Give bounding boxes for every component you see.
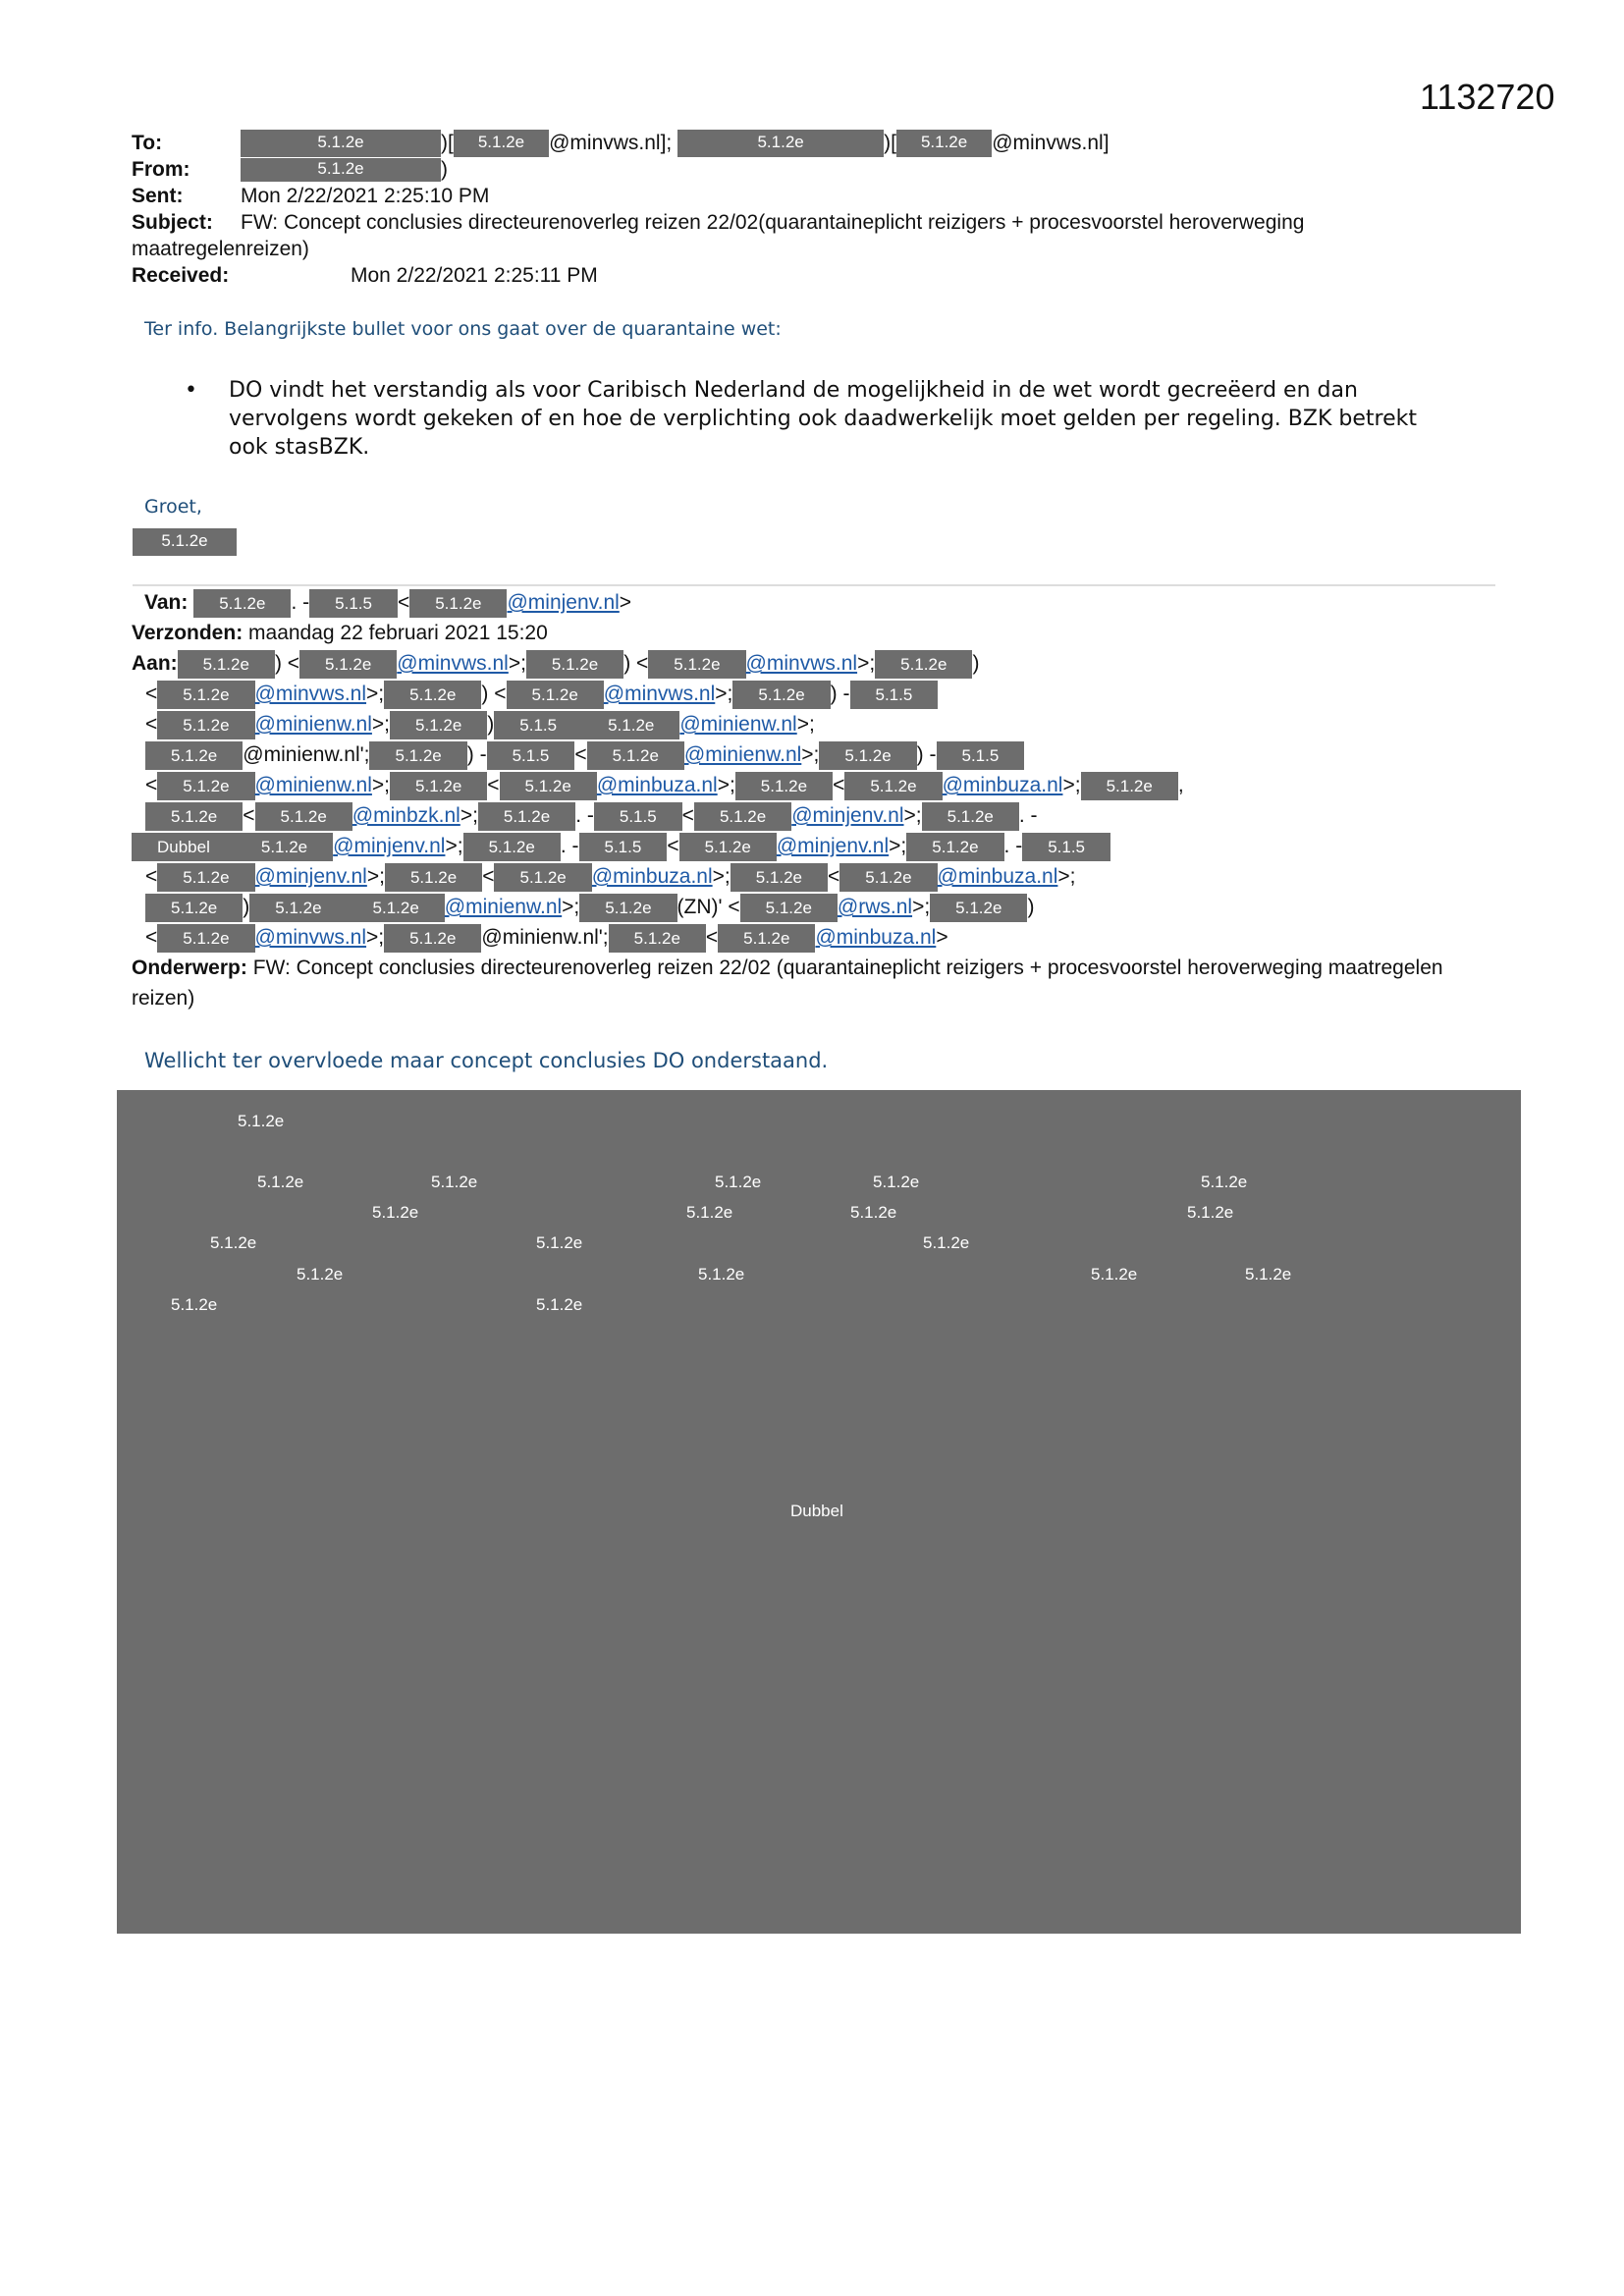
redaction-label: 5.1.2e: [536, 1233, 583, 1252]
redaction: 5.1.2e: [384, 681, 481, 709]
van-row: [132, 587, 1506, 618]
aan-line: [132, 892, 1506, 922]
separator-text: ) -: [466, 743, 487, 766]
received-value: Mon 2/22/2021 2:25:11 PM: [351, 264, 598, 287]
redaction: 5.1.2e: [587, 741, 684, 770]
redaction: 5.1.5: [594, 802, 682, 831]
redaction-label: 5.1.2e: [850, 1203, 897, 1222]
separator-text: <: [833, 774, 845, 796]
verzonden-label: Verzonden:: [132, 622, 244, 644]
separator-text: <: [828, 865, 840, 888]
email-link[interactable]: @minienw.nl: [254, 774, 372, 796]
sent-row: [132, 183, 489, 209]
redaction: 5.1.2e: [819, 741, 916, 770]
separator-text: >;: [717, 774, 735, 796]
subject-row: [132, 209, 1447, 262]
onderwerp-value: FW: Concept conclusies directeurenoverleg reizen 22/02 (quarantaineplicht reizigers + procesvoorstel heroverweging maatregelen reizen): [132, 957, 1443, 1010]
note-text: Wellicht ter overvloede maar concept conclusies DO onderstaand.: [144, 1049, 829, 1072]
separator-text: (ZN)' <: [677, 896, 740, 918]
separator-text: >: [619, 591, 632, 614]
separator-text: >;: [366, 865, 385, 888]
redaction: 5.1.5: [487, 741, 575, 770]
separator-text: ,: [1177, 774, 1184, 796]
aan-line: [132, 831, 1506, 861]
redaction-label: 5.1.2e: [257, 1173, 304, 1191]
email-link[interactable]: @minvws.nl: [397, 652, 509, 675]
intro-text: Ter info. Belangrijkste bullet voor ons gaat over de quarantaine wet:: [144, 318, 782, 340]
separator-text: <: [243, 804, 255, 827]
separator-text: ): [972, 652, 980, 675]
separator-text: . -: [575, 804, 594, 827]
email-link[interactable]: @minienw.nl: [444, 896, 563, 918]
redaction: 5.1.2e: [249, 894, 347, 922]
redaction: 5.1.2e: [348, 894, 445, 922]
redaction: 5.1.2e: [718, 924, 815, 953]
separator-text: ): [487, 713, 495, 736]
redaction: 5.1.2e: [677, 130, 884, 157]
email-link[interactable]: @minjenv.nl: [507, 591, 620, 614]
separator-text: >;: [715, 683, 733, 705]
separator-text: >;: [366, 926, 385, 949]
separator-text: . -: [291, 591, 310, 614]
redaction: 5.1.2e: [875, 650, 972, 679]
redaction: 5.1.2e: [609, 924, 706, 953]
separator-text: <: [574, 743, 587, 766]
signature-redaction: 5.1.2e: [133, 528, 237, 556]
redaction: 5.1.2e: [145, 894, 243, 922]
redaction: 5.1.2e: [507, 681, 604, 709]
separator-text: <: [145, 865, 158, 888]
email-link[interactable]: @rws.nl: [837, 896, 913, 918]
redaction-label: 5.1.2e: [698, 1265, 745, 1284]
bullet-item: [185, 376, 1461, 462]
redaction: 5.1.2e: [157, 863, 254, 892]
email-link[interactable]: @minjenv.nl: [791, 804, 904, 827]
onderwerp-row: [132, 953, 1477, 1013]
verzonden-row: [132, 618, 1506, 648]
aan-line: [132, 922, 1506, 953]
redaction: 5.1.2e: [1081, 772, 1178, 800]
email-link[interactable]: @minvws.nl: [603, 683, 716, 705]
redaction: 5.1.2e: [299, 650, 397, 679]
separator-text: >;: [801, 743, 820, 766]
redaction: 5.1.2e: [255, 802, 352, 831]
aan-line: [132, 861, 1506, 892]
redaction: 5.1.2e: [390, 772, 487, 800]
divider: [133, 584, 1495, 586]
separator-text: ) <: [274, 652, 300, 675]
verzonden-value: maandag 22 februari 2021 15:20: [248, 622, 548, 644]
separator-text: >;: [712, 865, 731, 888]
email-link[interactable]: @minienw.nl: [683, 743, 802, 766]
sent-label: Sent:: [132, 185, 184, 207]
separator-text: @minienw.nl';: [243, 743, 370, 766]
redaction: 5.1.2e: [384, 924, 481, 953]
separator-text: ) -: [830, 683, 850, 705]
to-domain: @minvws.nl]: [992, 132, 1110, 154]
separator-text: >;: [366, 683, 385, 705]
email-link[interactable]: @minbzk.nl: [352, 804, 460, 827]
redaction: 5.1.2e: [922, 802, 1019, 831]
email-link[interactable]: @minbuza.nl: [815, 926, 937, 949]
redaction: 5.1.2e: [241, 130, 441, 157]
separator-text: <: [145, 774, 158, 796]
redaction: 5.1.2e: [735, 772, 833, 800]
separator-text: <: [397, 591, 410, 614]
redacted-block: [117, 1090, 1521, 1934]
document-number: 1132720: [1420, 77, 1555, 117]
separator-text: . -: [560, 835, 579, 857]
separator-text: <: [145, 683, 158, 705]
redaction: 5.1.2e: [145, 741, 243, 770]
redaction-label: 5.1.2e: [238, 1112, 285, 1130]
separator-text: >;: [1062, 774, 1081, 796]
redaction: 5.1.2e: [732, 681, 830, 709]
separator-text: ): [243, 896, 250, 918]
redaction: 5.1.2e: [731, 863, 828, 892]
email-link[interactable]: @minbuza.nl: [942, 774, 1063, 796]
email-link[interactable]: @minienw.nl: [254, 713, 372, 736]
aan-line: [132, 770, 1506, 800]
separator-text: >;: [562, 896, 580, 918]
redaction-label: 5.1.2e: [715, 1173, 762, 1191]
separator-text: <: [705, 926, 719, 949]
redaction: 5.1.2e: [896, 130, 992, 157]
redaction: 5.1.2e: [648, 650, 745, 679]
aan-line: [132, 800, 1506, 831]
redaction: 5.1.5: [850, 681, 939, 709]
email-link[interactable]: @minbuza.nl: [596, 774, 718, 796]
separator-text: ) <: [623, 652, 649, 675]
bullet-text: DO vindt het verstandig als voor Caribisch Nederland de mogelijkheid in de wet wordt gecreëerd en dan vervolgens wordt gekeken of en hoe de verplichting ook daadwerkelijk moet gelden per regeling. BZK betrekt ook stasBZK.: [229, 378, 1417, 460]
redaction: 5.1.2e: [409, 589, 507, 618]
separator-text: >;: [889, 835, 907, 857]
separator-text: ): [1027, 896, 1035, 918]
separator-text: ) -: [916, 743, 937, 766]
redaction-label: 5.1.2e: [372, 1203, 419, 1222]
redaction: 5.1.2e: [494, 863, 591, 892]
email-link[interactable]: @minvws.nl: [745, 652, 858, 675]
separator-text: >;: [371, 774, 391, 796]
email-link[interactable]: @minbuza.nl: [937, 865, 1058, 888]
redaction: 5.1.2e: [500, 772, 597, 800]
aan-recipients: [132, 648, 1506, 953]
sent-value: Mon 2/22/2021 2:25:10 PM: [241, 185, 490, 207]
email-link[interactable]: @minjenv.nl: [333, 835, 446, 857]
redaction: 5.1.2e: [157, 711, 254, 739]
redaction: 5.1.2e: [694, 802, 791, 831]
redaction-label: 5.1.2e: [1187, 1203, 1234, 1222]
redaction: 5.1.2e: [236, 833, 333, 861]
redaction: 5.1.2e: [740, 894, 838, 922]
redaction: 5.1.5: [579, 833, 668, 861]
redaction-label: 5.1.2e: [431, 1173, 478, 1191]
redaction: 5.1.2e: [178, 650, 275, 679]
received-row: [132, 262, 598, 289]
email-link[interactable]: @minvws.nl: [254, 683, 367, 705]
separator-text: <: [487, 774, 500, 796]
separator-text: <: [482, 865, 495, 888]
redaction: 5.1.2e: [679, 833, 777, 861]
redaction: 5.1.2e: [157, 772, 254, 800]
to-domain: @minvws.nl];: [549, 132, 673, 154]
redaction-label: 5.1.2e: [1201, 1173, 1248, 1191]
separator-text: <: [145, 926, 158, 949]
redaction: 5.1.2e: [369, 741, 466, 770]
forwarded-header: [132, 587, 1506, 1013]
separator-text: >: [936, 926, 948, 949]
redaction-label: 5.1.2e: [171, 1295, 218, 1314]
separator-text: >;: [445, 835, 463, 857]
redaction: 5.1.2e: [241, 158, 441, 182]
from-row: From: 5.1.2e ): [132, 158, 448, 181]
separator-text: ) <: [481, 683, 507, 705]
bullet-icon: •: [185, 378, 197, 403]
redaction: Dubbel: [132, 833, 236, 861]
subject-value: FW: Concept conclusies directeurenoverleg reizen 22/02(quarantaineplicht reizigers + procesvoorstel heroverweging maatregelenreizen): [132, 211, 1305, 260]
van-value: [193, 591, 631, 614]
separator-text: >;: [857, 652, 876, 675]
redaction-label: 5.1.2e: [297, 1265, 344, 1284]
aan-label: Aan:: [132, 652, 178, 675]
aan-line: [132, 679, 1506, 709]
van-label: Van:: [144, 591, 189, 614]
redaction-label: 5.1.2e: [686, 1203, 733, 1222]
email-link[interactable]: @minienw.nl: [679, 713, 797, 736]
redaction: 5.1.2e: [579, 894, 677, 922]
greeting: Groet,: [144, 496, 202, 518]
redaction: 5.1.5: [494, 711, 582, 739]
redaction: 5.1.2e: [478, 802, 575, 831]
separator-text: >;: [460, 804, 478, 827]
redaction: 5.1.5: [309, 589, 398, 618]
separator-text: @minienw.nl';: [481, 926, 609, 949]
separator-text: >;: [371, 713, 391, 736]
redaction-label: 5.1.2e: [1245, 1265, 1292, 1284]
redaction: 5.1.2e: [582, 711, 679, 739]
redaction: 5.1.2e: [157, 924, 254, 953]
email-link[interactable]: @minjenv.nl: [776, 835, 890, 857]
separator-text: >;: [903, 804, 922, 827]
separator-text: <: [681, 804, 694, 827]
redaction-label: 5.1.2e: [923, 1233, 970, 1252]
from-label: From:: [132, 158, 190, 181]
redaction: 5.1.5: [937, 741, 1025, 770]
separator-text: <: [145, 713, 158, 736]
redaction: 5.1.2e: [390, 711, 487, 739]
redaction-label: 5.1.2e: [873, 1173, 920, 1191]
redaction: 5.1.2e: [454, 130, 549, 157]
separator-text: >;: [796, 713, 815, 736]
to-label: To:: [132, 132, 163, 154]
redaction-label: 5.1.2e: [536, 1295, 583, 1314]
redaction: 5.1.2e: [930, 894, 1027, 922]
email-link[interactable]: @minjenv.nl: [254, 865, 367, 888]
redaction: 5.1.2e: [526, 650, 623, 679]
redaction: 5.1.2e: [906, 833, 1003, 861]
redaction: 5.1.2e: [157, 681, 254, 709]
redaction: 5.1.2e: [385, 863, 482, 892]
separator-text: >;: [912, 896, 931, 918]
received-label: Received:: [132, 264, 230, 287]
redaction: 5.1.2e: [463, 833, 561, 861]
separator-text: >;: [508, 652, 526, 675]
redaction: 5.1.2e: [839, 863, 937, 892]
to-row: To: 5.1.2e )[ 5.1.2e @minvws.nl]; 5.1.2e )[ 5.1.2e @minvws.nl]: [132, 130, 1110, 157]
redaction: 5.1.5: [1022, 833, 1110, 861]
redaction: 5.1.2e: [193, 589, 291, 618]
separator-text: . -: [1018, 804, 1038, 827]
redaction-label: 5.1.2e: [210, 1233, 257, 1252]
redaction: 5.1.2e: [844, 772, 942, 800]
separator-text: <: [667, 835, 679, 857]
email-link[interactable]: @minvws.nl: [254, 926, 367, 949]
redaction-label: 5.1.2e: [1091, 1265, 1138, 1284]
separator-text: >;: [1057, 865, 1076, 888]
onderwerp-label: Onderwerp:: [132, 957, 247, 979]
redaction: 5.1.2e: [145, 802, 243, 831]
aan-line: [132, 648, 1506, 679]
email-link[interactable]: @minbuza.nl: [591, 865, 713, 888]
aan-line: [132, 709, 1506, 739]
dubbel-label: Dubbel: [790, 1502, 843, 1520]
separator-text: . -: [1003, 835, 1023, 857]
aan-line: [132, 739, 1506, 770]
subject-label: Subject:: [132, 211, 213, 234]
